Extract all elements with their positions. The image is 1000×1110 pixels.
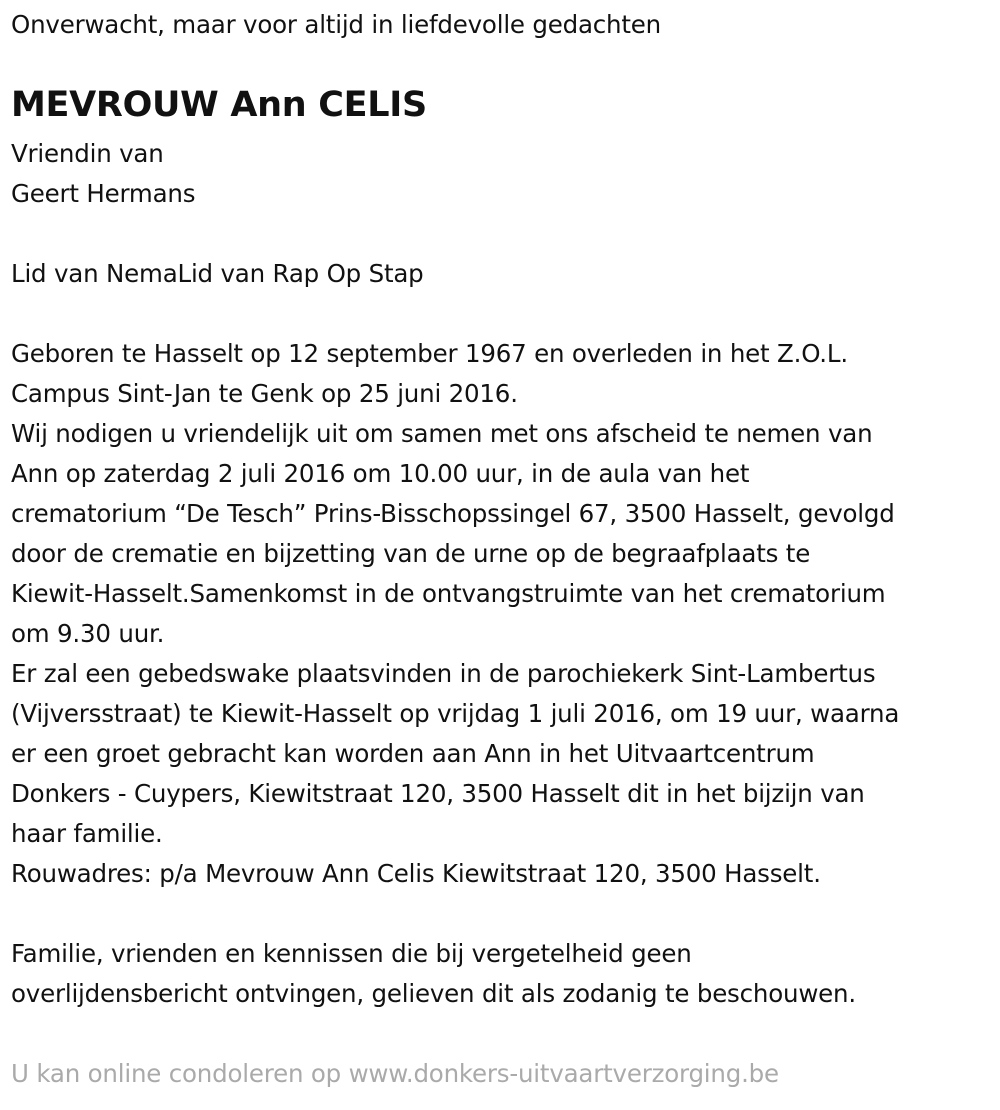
- body-line: crematorium “De Tesch” Prins-Bisschopssingel 67, 3500 Hasselt, gevolgd: [11, 499, 895, 528]
- body-line: Ann op zaterdag 2 juli 2016 om 10.00 uur, in de aula van het: [11, 459, 750, 488]
- body-line: om 9.30 uur.: [11, 619, 165, 648]
- deceased-name: MEVROUW Ann CELIS: [11, 85, 427, 125]
- body-line: Geboren te Hasselt op 12 september 1967 en overleden in het Z.O.L.: [11, 339, 848, 368]
- closing-line: overlijdensbericht ontvingen, gelieven dit als zodanig te beschouwen.: [11, 979, 856, 1008]
- intro-text: Onverwacht, maar voor altijd in liefdevolle gedachten: [11, 10, 661, 39]
- body-line: Donkers - Cuypers, Kiewitstraat 120, 3500 Hasselt dit in het bijzijn van: [11, 779, 865, 808]
- mourning-address: Rouwadres: p/a Mevrouw Ann Celis Kiewitstraat 120, 3500 Hasselt.: [11, 859, 821, 888]
- body-line: Wij nodigen u vriendelijk uit om samen met ons afscheid te nemen van: [11, 419, 873, 448]
- condolence-link-text: U kan online condoleren op www.donkers-uitvaartverzorging.be: [11, 1059, 779, 1088]
- body-line: Er zal een gebedswake plaatsvinden in de parochiekerk Sint-Lambertus: [11, 659, 876, 688]
- membership-text: Lid van NemaLid van Rap Op Stap: [11, 259, 424, 288]
- body-line: er een groet gebracht kan worden aan Ann in het Uitvaartcentrum: [11, 739, 815, 768]
- body-line: door de crematie en bijzetting van de urne op de begraafplaats te: [11, 539, 811, 568]
- body-line: haar familie.: [11, 819, 163, 848]
- body-line: (Vijversstraat) te Kiewit-Hasselt op vrijdag 1 juli 2016, om 19 uur, waarna: [11, 699, 900, 728]
- closing-line: Familie, vrienden en kennissen die bij vergetelheid geen: [11, 939, 692, 968]
- relation-person: Geert Hermans: [11, 179, 196, 208]
- body-line: Campus Sint-Jan te Genk op 25 juni 2016.: [11, 379, 518, 408]
- relation-line: Vriendin van: [11, 139, 164, 168]
- body-line: Kiewit-Hasselt.Samenkomst in de ontvangstruimte van het crematorium: [11, 579, 886, 608]
